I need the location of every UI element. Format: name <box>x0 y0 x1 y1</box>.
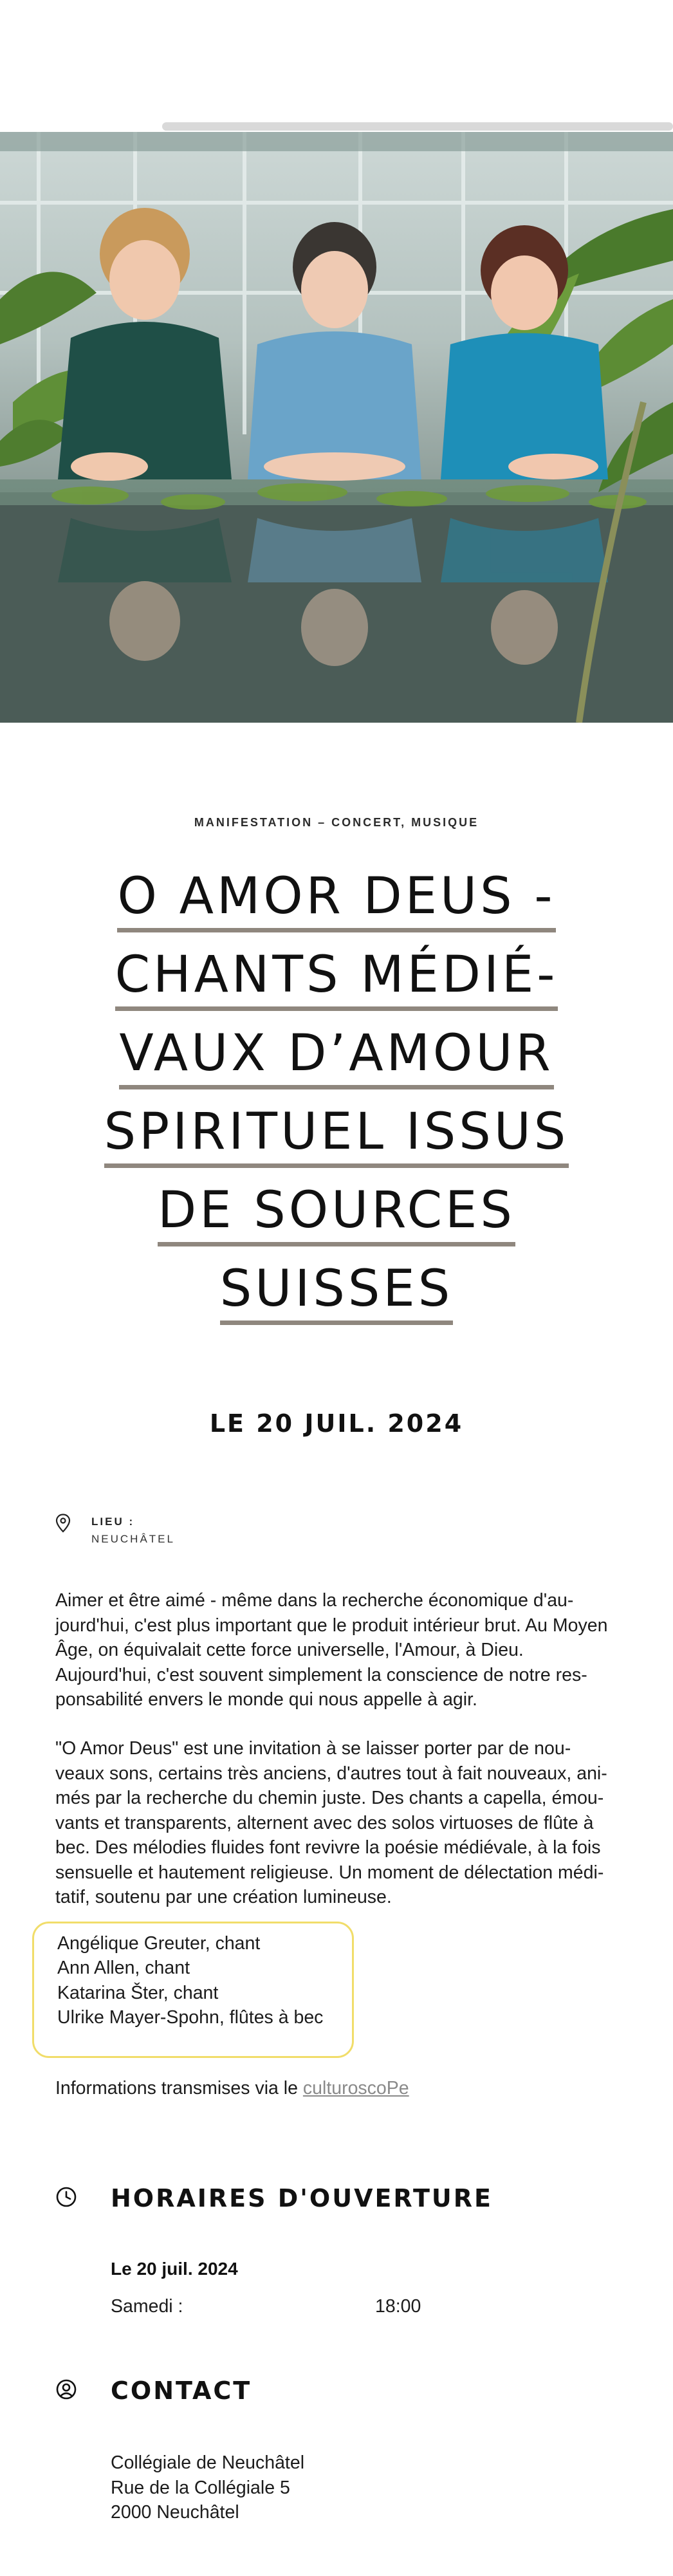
map-pin-icon <box>55 1514 71 1533</box>
page-title <box>64 857 609 1328</box>
event-category: MANIFESTATION – CONCERT, MUSIQUE <box>194 816 479 829</box>
hours-date: Le 20 juil. 2024 <box>111 2259 238 2279</box>
source-note <box>55 2076 409 2101</box>
performer-item: Ann Allen, chant <box>57 1958 190 1978</box>
hero-image <box>0 132 673 723</box>
performer-item: Angélique Greuter, chant <box>57 1933 261 1954</box>
person-left <box>58 208 232 481</box>
title-line: O AMOR DEUS - <box>117 867 555 932</box>
source-link[interactable]: culturoscoPe <box>302 2078 409 2099</box>
image-scrollbar-thumb[interactable] <box>162 122 673 131</box>
contact-icon <box>55 2378 77 2400</box>
performer-item: Ulrike Mayer-Spohn, flûtes à bec <box>57 2007 324 2028</box>
title-line: VAUX D’AMOUR <box>119 1024 553 1089</box>
location-value: NEUCHÂTEL <box>91 1533 175 1545</box>
source-prefix: Informations transmises via le <box>55 2078 303 2099</box>
location-label: LIEU : <box>91 1515 135 1528</box>
description-paragraph-2: "O Amor Deus" est une invitation à se laisser porter par de nou-veaux sons, certains très anciens, d'autres tout à fait nouveaux, ani-més par la recherche du chemin juste. Des chants a capella, émou-vants et transparents, alternent avec des solos virtuoses de flûte à bec. Des mélodies fluides font revivre la poésie médiévale, à la fois sensuelle et hautement religieuse. Un moment de délectation médi-tatif, soutenu par une création lumineuse. <box>55 1738 607 1907</box>
hours-heading-text: HORAIRES D'OUVERTURE <box>111 2184 493 2212</box>
performer-item: Katarina Šter, chant <box>57 1983 219 2003</box>
hours-time: 18:00 <box>375 2296 421 2317</box>
contact-line: Rue de la Collégiale 5 <box>111 2477 290 2498</box>
hero-illustration <box>0 132 673 723</box>
title-line: DE SOURCES <box>158 1181 515 1246</box>
contact-heading-text: CONTACT <box>111 2377 252 2405</box>
description-paragraph-1: Aimer et être aimé - même dans la recherche économique d'au-jourd'hui, c'est plus important que le produit intérieur brut. Au Moyen Âge, on équivalait cette force universelle, l'Amour, à Dieu. Aujourd'hui, c'est souvent simplement la conscience de notre res-ponsabilité envers le monde qui nous appelle à agir. <box>55 1590 608 1710</box>
person-middle <box>248 222 421 481</box>
title-line: CHANTS MÉDIÉ- <box>115 946 558 1011</box>
contact-address <box>111 2451 304 2525</box>
performers-box <box>32 1922 354 2058</box>
title-line: SUISSES <box>220 1260 453 1325</box>
contact-line: Collégiale de Neuchâtel <box>111 2452 305 2473</box>
contact-line: 2000 Neuchâtel <box>111 2502 239 2523</box>
event-date: LE 20 JUIL. 2024 <box>209 1409 464 1438</box>
hours-day: Samedi : <box>111 2296 183 2317</box>
title-line: SPIRITUEL ISSUS <box>104 1103 569 1168</box>
clock-icon <box>55 2186 77 2208</box>
